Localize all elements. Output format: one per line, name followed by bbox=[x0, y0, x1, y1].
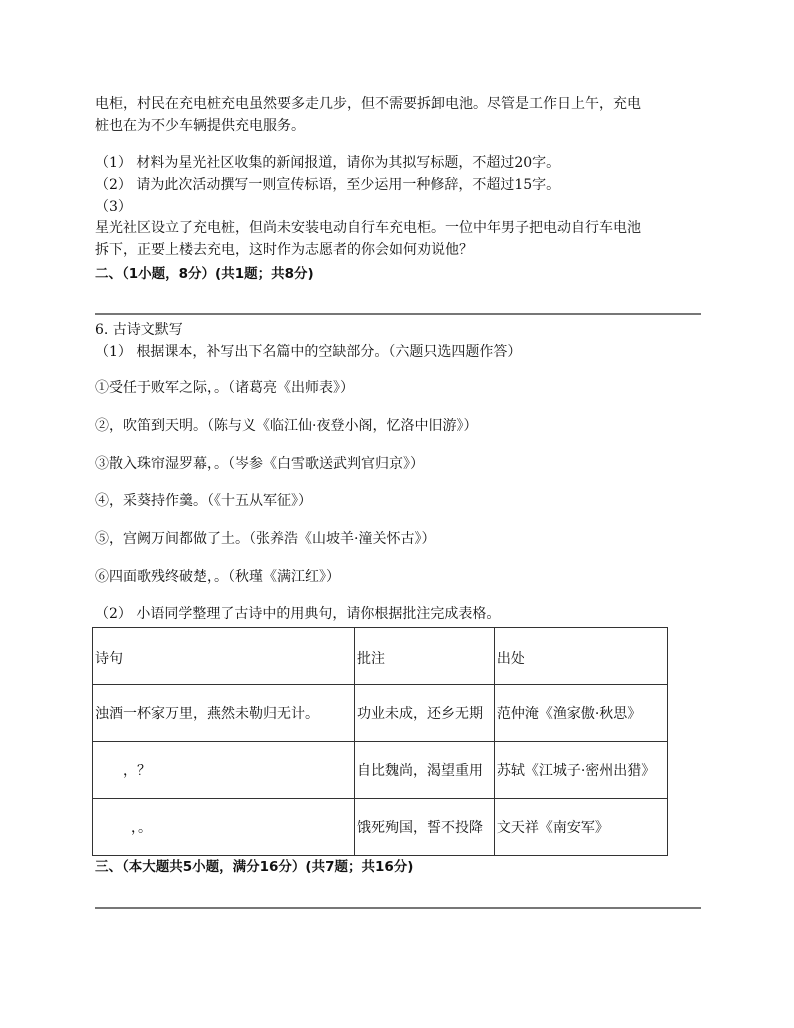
q5-sub3-label: （3） bbox=[95, 199, 132, 215]
table-cell-source: 范仲淹《渔家傲·秋思》 bbox=[494, 685, 667, 742]
section-3-heading: 三、（本大题共5小题，满分16分）(共7题；共16分) bbox=[95, 859, 414, 875]
table-row bbox=[93, 799, 668, 856]
table-cell-source: 文天祥《南安军》 bbox=[494, 799, 667, 856]
passage-line-1: 电柜，村民在充电桩充电虽然要多走几步，但不需要拆卸电池。尽管是工作日上午，充电 bbox=[95, 96, 641, 112]
q5-sub3-line-2: 拆下，正要上楼去充电，这时作为志愿者的你会如何劝说他？ bbox=[95, 242, 473, 258]
section-divider bbox=[95, 313, 701, 315]
table-header-cell: 出处 bbox=[494, 628, 667, 685]
q6-sub2: （2） 小语同学整理了古诗中的用典句，请你根据批注完成表格。 bbox=[95, 606, 501, 622]
q6-item-4: ④，采葵持作羹。（《十五从军征》） bbox=[95, 493, 312, 509]
table-row bbox=[93, 742, 668, 799]
q6-item-3: ③散入珠帘湿罗幕，。（岑参《白雪歌送武判官归京》） bbox=[95, 456, 424, 472]
q5-sub2: （2） 请为此次活动撰写一则宣传标语，至少运用一种修辞，不超过15字。 bbox=[95, 177, 561, 193]
q6-item-6: ⑥四面歌残终破楚，。（秋瑾《满江红》） bbox=[95, 569, 340, 585]
q6-item-5: ⑤，宫阙万间都做了土。（张养浩《山坡羊·潼关怀古》） bbox=[95, 531, 436, 547]
q6-item-2: ②，吹笛到天明。（陈与义《临江仙·夜登小阁，忆洛中旧游》） bbox=[95, 418, 478, 434]
table-cell-note: 自比魏尚，渴望重用 bbox=[355, 742, 495, 799]
table-header-cell: 批注 bbox=[355, 628, 495, 685]
q6-sub1: （1） 根据课本，补写出下名篇中的空缺部分。（六题只选四题作答） bbox=[95, 344, 522, 360]
section-2-heading: 二、（1小题，8分）(共1题；共8分) bbox=[95, 266, 314, 282]
table-cell-verse-blank[interactable]: ，。 bbox=[93, 799, 355, 856]
table-header-cell: 诗句 bbox=[93, 628, 355, 685]
table-cell-verse: 浊酒一杯家万里，燕然未勒归无计。 bbox=[93, 685, 355, 742]
table-cell-verse-blank[interactable]: ，？ bbox=[93, 742, 355, 799]
table-row bbox=[93, 685, 668, 742]
passage-line-2: 桩也在为不少车辆提供充电服务。 bbox=[95, 118, 305, 134]
q6-title: 6. 古诗文默写 bbox=[95, 322, 183, 338]
table-cell-note: 功业未成，还乡无期 bbox=[355, 685, 495, 742]
table-cell-source: 苏轼《江城子·密州出猎》 bbox=[494, 742, 667, 799]
q6-item-1: ①受任于败军之际，。（诸葛亮《出师表》） bbox=[95, 380, 354, 396]
allusion-table bbox=[92, 627, 668, 856]
section-divider bbox=[95, 907, 701, 909]
q5-sub3-line-1: 星光社区设立了充电桩，但尚未安装电动自行车充电柜。一位中年男子把电动自行车电池 bbox=[95, 220, 641, 236]
table-cell-note: 饿死殉国，誓不投降 bbox=[355, 799, 495, 856]
table-header-row bbox=[93, 628, 668, 685]
q5-sub1: （1） 材料为星光社区收集的新闻报道，请你为其拟写标题，不超过20字。 bbox=[95, 155, 561, 171]
